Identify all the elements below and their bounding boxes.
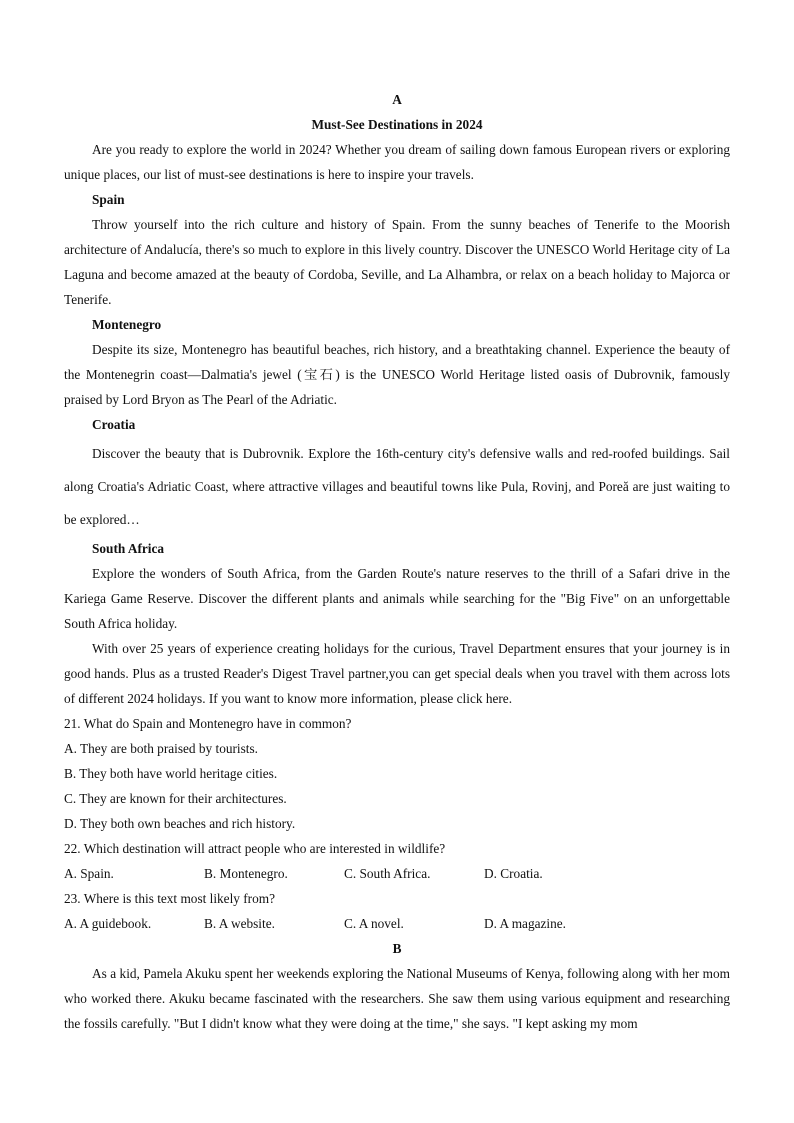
question-23-option-b: B. A website. <box>204 916 275 931</box>
question-23-option-c: C. A novel. <box>344 916 404 931</box>
question-22-option-a: A. Spain. <box>64 866 114 881</box>
question-23-option-a: A. A guidebook. <box>64 916 152 931</box>
section-text-croatia: Discover the beauty that is Dubrovnik. Explore the 16th-century city's defensive walls and red-roofed buildings. Sail along Croatia's Adriatic Coast, where attractive villages and beautiful towns like Pula, Rovinj, and Poreă are just waiting to be explored… <box>64 446 730 527</box>
section-heading-spain: Spain <box>92 192 125 207</box>
question-22-option-c: C. South Africa. <box>344 866 431 881</box>
question-22-stem: 22. Which destination will attract people who are interested in wildlife? <box>64 841 446 856</box>
passage-a-intro: Are you ready to explore the world in 2024? Whether you dream of sailing down famous European rivers or exploring unique places, our list of must-see destinations is here to inspire your travels. <box>64 142 730 182</box>
section-text-montenegro: Despite its size, Montenegro has beautiful beaches, rich history, and a breathtaking channel. Experience the beauty of the Montenegrin coast—Dalmatia's jewel (宝石) is the UNESCO World Heritage listed oasis of Dubrovnik, famously praised by Lord Bryon as The Pearl of the Adriatic. <box>64 342 730 407</box>
question-23-stem: 23. Where is this text most likely from? <box>64 891 275 906</box>
question-23-option-d: D. A magazine. <box>484 916 566 931</box>
question-21-option-b: B. They both have world heritage cities. <box>64 766 278 781</box>
passage-a-letter: A <box>392 92 402 107</box>
question-21-option-c: C. They are known for their architectures. <box>64 791 287 806</box>
question-22-option-b: B. Montenegro. <box>204 866 288 881</box>
section-heading-south-africa: South Africa <box>92 541 165 556</box>
question-21-option-d: D. They both own beaches and rich history. <box>64 816 296 831</box>
question-22-option-d: D. Croatia. <box>484 866 543 881</box>
passage-a-closing: With over 25 years of experience creating holidays for the curious, Travel Department ensures that your journey is in good hands. Plus as a trusted Reader's Digest Travel partner,you can get special deals when you travel with them across lots of different 2024 holidays. If you want to know more information, please click here. <box>64 641 730 706</box>
section-text-spain: Throw yourself into the rich culture and history of Spain. From the sunny beaches of Tenerife to the Moorish architecture of Andalucía, there's so much to explore in this lively country. Discover the UNESCO World Heritage city of La Laguna and become amazed at the beauty of Cordoba, Seville, and La Alhambra, or relax on a beach holiday to Majorca or Tenerife. <box>64 217 730 307</box>
passage-b-text: As a kid, Pamela Akuku spent her weekends exploring the National Museums of Kenya, following along with her mom who worked there. Akuku became fascinated with the researchers. She saw them using various equipment and researching the fossils carefully. "But I didn't know what they were doing at the time," she says. "I kept asking my mom <box>64 966 730 1031</box>
section-heading-montenegro: Montenegro <box>92 317 162 332</box>
document-page <box>64 87 730 1036</box>
passage-b-letter: B <box>392 941 402 956</box>
question-23-options <box>64 911 730 936</box>
question-22-options <box>64 861 730 886</box>
passage-a-title: Must-See Destinations in 2024 <box>311 117 483 132</box>
section-heading-croatia: Croatia <box>92 417 136 432</box>
question-21-option-a: A. They are both praised by tourists. <box>64 741 258 756</box>
section-text-south-africa: Explore the wonders of South Africa, from the Garden Route's nature reserves to the thrill of a Safari drive in the Kariega Game Reserve. Discover the different plants and animals while searching for the "Big Five" on an unforgettable South Africa holiday. <box>64 566 730 631</box>
question-21-stem: 21. What do Spain and Montenegro have in common? <box>64 716 352 731</box>
